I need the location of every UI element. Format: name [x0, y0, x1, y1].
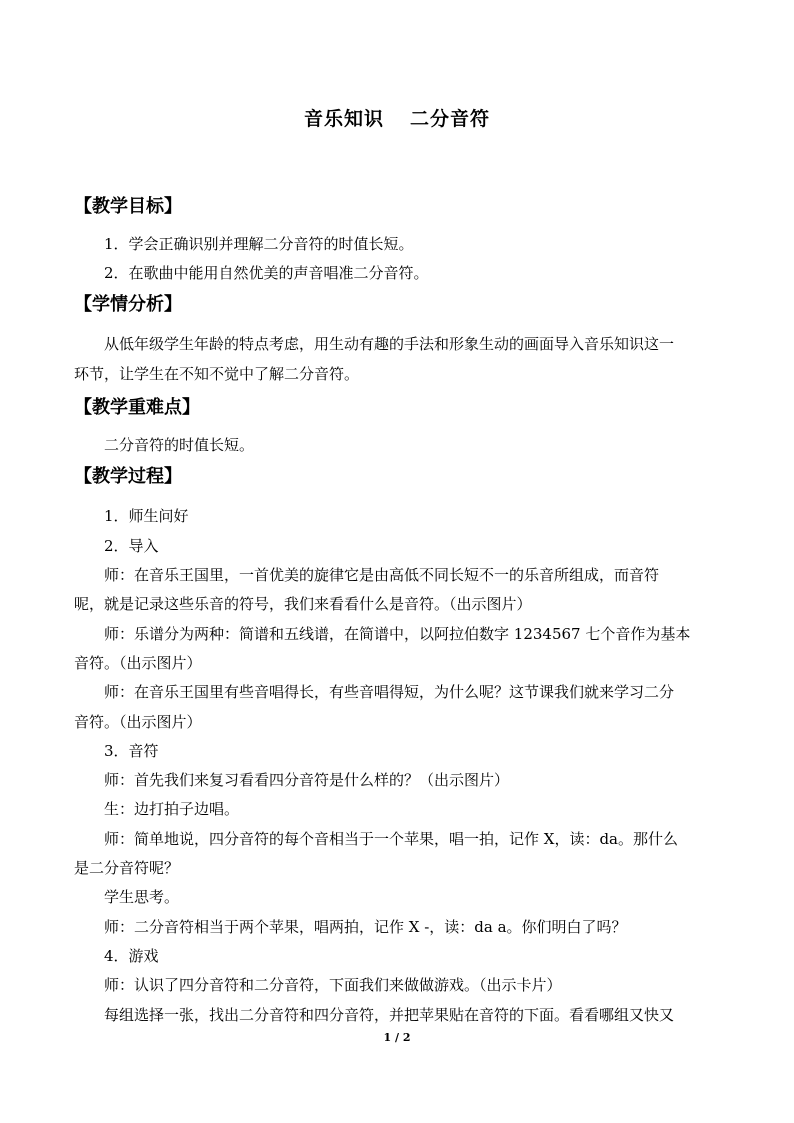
process-line: 师：在音乐王国里，一首优美的旋律它是由高低不同长短不一的乐音所组成，而音符	[104, 566, 660, 584]
process-line: 2．导入	[104, 537, 159, 555]
process-line: 学生思考。	[104, 888, 180, 906]
page-number: 1 / 2	[383, 1031, 411, 1044]
process-line: 呢，就是记录这些乐音的符号，我们来看看什么是音符。（出示图片）	[74, 595, 532, 613]
process-line: 师：二分音符相当于两个苹果，唱两拍，记作 X -，读：da a。你们明白了吗？	[104, 918, 627, 936]
section-heading-analysis: 【学情分析】	[74, 294, 182, 315]
process-line: 生：边打拍子边唱。	[104, 800, 240, 818]
process-line: 音符。（出示图片）	[74, 654, 202, 672]
title-part-2: 二分音符	[410, 108, 491, 130]
analysis-line: 环节，让学生在不知不觉中了解二分音符。	[74, 365, 360, 383]
process-line: 4．游戏	[104, 947, 159, 965]
process-line: 1．师生问好	[104, 507, 189, 525]
key-point-line: 二分音符的时值长短。	[104, 436, 255, 454]
process-line: 师：乐谱分为两种：简谱和五线谱，在简谱中，以阿拉伯数字 1234567 七个音作为基本	[104, 625, 691, 643]
process-line: 师：首先我们来复习看看四分音符是什么样的？（出示图片）	[104, 771, 510, 789]
analysis-line: 从低年级学生年龄的特点考虑，用生动有趣的手法和形象生动的画面导入音乐知识这一	[104, 335, 675, 353]
process-line: 师：认识了四分音符和二分音符，下面我们来做做游戏。（出示卡片）	[104, 976, 562, 994]
process-line: 每组选择一张，找出二分音符和四分音符，并把苹果贴在音符的下面。看看哪组又快又	[104, 1006, 675, 1024]
section-heading-key-points: 【教学重难点】	[74, 397, 200, 418]
objective-item: 1．学会正确识别并理解二分音符的时值长短。	[104, 235, 414, 253]
title-part-1: 音乐知识	[303, 108, 384, 130]
process-line: 音符。（出示图片）	[74, 713, 202, 731]
process-line: 师：简单地说，四分音符的每个音相当于一个苹果，唱一拍，记作 X，读：da。那什么	[104, 830, 678, 848]
process-line: 师：在音乐王国里有些音唱得长，有些音唱得短，为什么呢？这节课我们就来学习二分	[104, 683, 675, 701]
process-line: 是二分音符呢？	[74, 859, 180, 877]
objective-item: 2．在歌曲中能用自然优美的声音唱准二分音符。	[104, 264, 429, 282]
process-line: 3．音符	[104, 742, 159, 760]
page-title	[0, 104, 794, 131]
section-heading-objectives: 【教学目标】	[74, 196, 182, 217]
section-heading-process: 【教学过程】	[74, 466, 182, 487]
